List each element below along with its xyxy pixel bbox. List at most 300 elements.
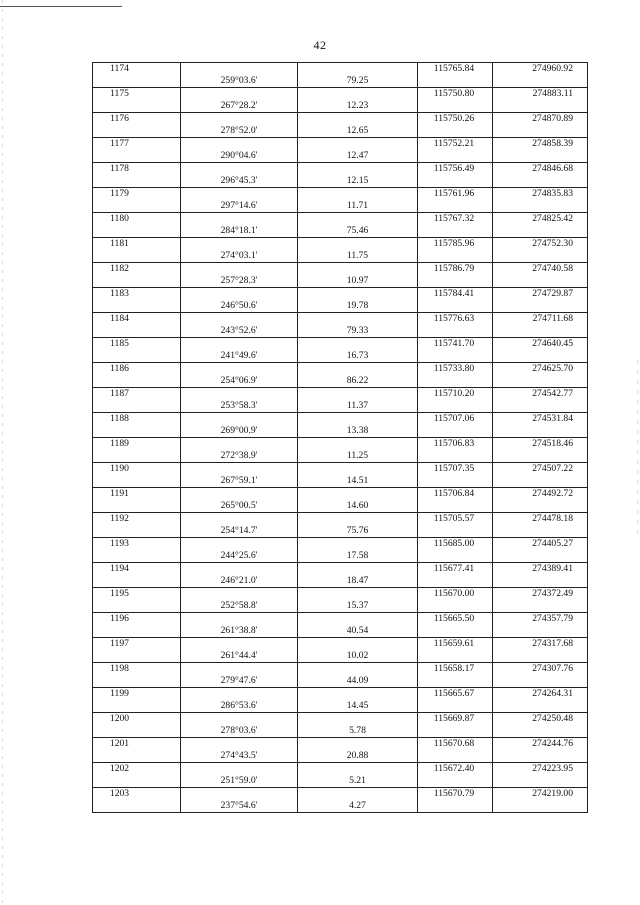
empty-cell [298, 288, 418, 301]
point-row [93, 713, 588, 726]
empty-cell [181, 363, 298, 376]
empty-cell [418, 375, 493, 388]
x-coordinate: 115733.80 [418, 363, 493, 376]
point-row [93, 488, 588, 501]
empty-cell [418, 525, 493, 538]
y-coordinate: 274825.42 [493, 213, 588, 226]
empty-cell [181, 338, 298, 351]
empty-cell [181, 463, 298, 476]
empty-cell [93, 125, 181, 138]
empty-cell [298, 513, 418, 526]
point-row [93, 313, 588, 326]
segment-length: 10.02 [298, 650, 418, 663]
x-coordinate: 115658.17 [418, 663, 493, 676]
empty-cell [493, 175, 588, 188]
segment-length: 79.25 [298, 75, 418, 88]
bearing-angle: 254°14.7' [181, 525, 298, 538]
y-coordinate: 274219.00 [493, 788, 588, 801]
x-coordinate: 115786.79 [418, 263, 493, 276]
empty-cell [418, 350, 493, 363]
point-number: 1198 [93, 663, 181, 676]
x-coordinate: 115752.21 [418, 138, 493, 151]
empty-cell [418, 725, 493, 738]
x-coordinate: 115670.79 [418, 788, 493, 801]
empty-cell [93, 75, 181, 88]
empty-cell [181, 588, 298, 601]
segment-row [93, 525, 588, 538]
empty-cell [418, 625, 493, 638]
segment-length: 18.47 [298, 575, 418, 588]
y-coordinate: 274870.89 [493, 113, 588, 126]
empty-cell [493, 800, 588, 813]
segment-row [93, 425, 588, 438]
point-number: 1179 [93, 188, 181, 201]
empty-cell [93, 525, 181, 538]
point-number: 1189 [93, 438, 181, 451]
x-coordinate: 115677.41 [418, 563, 493, 576]
coordinates-table [92, 62, 588, 813]
segment-length: 5.21 [298, 775, 418, 788]
segment-row [93, 775, 588, 788]
point-number: 1192 [93, 513, 181, 526]
point-number: 1174 [93, 63, 181, 76]
x-coordinate: 115669.87 [418, 713, 493, 726]
empty-cell [298, 338, 418, 351]
y-coordinate: 274858.39 [493, 138, 588, 151]
x-coordinate: 115765.84 [418, 63, 493, 76]
segment-row [93, 225, 588, 238]
empty-cell [418, 100, 493, 113]
empty-cell [93, 100, 181, 113]
y-coordinate: 274317.68 [493, 638, 588, 651]
point-row [93, 263, 588, 276]
point-row [93, 338, 588, 351]
empty-cell [298, 263, 418, 276]
bearing-angle: 278°03.6' [181, 725, 298, 738]
segment-row [93, 125, 588, 138]
empty-cell [298, 613, 418, 626]
bearing-angle: 274°43.5' [181, 750, 298, 763]
point-number: 1202 [93, 763, 181, 776]
bearing-angle: 254°06.9' [181, 375, 298, 388]
y-coordinate: 274740.58 [493, 263, 588, 276]
point-number: 1187 [93, 388, 181, 401]
empty-cell [93, 425, 181, 438]
empty-cell [93, 500, 181, 513]
empty-cell [181, 638, 298, 651]
segment-length: 5.78 [298, 725, 418, 738]
empty-cell [418, 575, 493, 588]
segment-row [93, 550, 588, 563]
y-coordinate: 274960.92 [493, 63, 588, 76]
empty-cell [493, 200, 588, 213]
x-coordinate: 115670.00 [418, 588, 493, 601]
empty-cell [298, 163, 418, 176]
empty-cell [298, 313, 418, 326]
empty-cell [493, 250, 588, 263]
empty-cell [418, 300, 493, 313]
empty-cell [418, 675, 493, 688]
empty-cell [181, 388, 298, 401]
empty-cell [493, 675, 588, 688]
empty-cell [298, 488, 418, 501]
empty-cell [181, 438, 298, 451]
empty-cell [93, 175, 181, 188]
y-coordinate: 274531.84 [493, 413, 588, 426]
empty-cell [93, 750, 181, 763]
segment-row [93, 475, 588, 488]
segment-length: 44.09 [298, 675, 418, 688]
point-number: 1203 [93, 788, 181, 801]
empty-cell [418, 250, 493, 263]
bearing-angle: 284°18.1' [181, 225, 298, 238]
point-row [93, 388, 588, 401]
empty-cell [181, 513, 298, 526]
empty-cell [93, 600, 181, 613]
empty-cell [181, 763, 298, 776]
empty-cell [93, 200, 181, 213]
bearing-angle: 297°14.6' [181, 200, 298, 213]
y-coordinate: 274244.76 [493, 738, 588, 751]
point-row [93, 788, 588, 801]
empty-cell [93, 700, 181, 713]
y-coordinate: 274507.22 [493, 463, 588, 476]
empty-cell [93, 350, 181, 363]
empty-cell [181, 663, 298, 676]
segment-row [93, 450, 588, 463]
segment-row [93, 575, 588, 588]
empty-cell [418, 775, 493, 788]
empty-cell [181, 613, 298, 626]
empty-cell [298, 413, 418, 426]
segment-length: 11.25 [298, 450, 418, 463]
segment-row [93, 700, 588, 713]
empty-cell [493, 600, 588, 613]
empty-cell [493, 425, 588, 438]
x-coordinate: 115741.70 [418, 338, 493, 351]
empty-cell [181, 413, 298, 426]
x-coordinate: 115670.68 [418, 738, 493, 751]
empty-cell [298, 713, 418, 726]
point-row [93, 513, 588, 526]
scan-edge-left [2, 0, 3, 905]
empty-cell [493, 375, 588, 388]
segment-length: 40.54 [298, 625, 418, 638]
segment-row [93, 150, 588, 163]
y-coordinate: 274640.45 [493, 338, 588, 351]
y-coordinate: 274357.79 [493, 613, 588, 626]
segment-length: 75.76 [298, 525, 418, 538]
empty-cell [181, 213, 298, 226]
page-number: 42 [313, 38, 327, 52]
y-coordinate: 274250.48 [493, 713, 588, 726]
segment-length: 16.73 [298, 350, 418, 363]
coordinates-table-body [93, 63, 588, 813]
bearing-angle: 265°00.5' [181, 500, 298, 513]
point-row [93, 688, 588, 701]
bearing-angle: 274°03.1' [181, 250, 298, 263]
empty-cell [181, 138, 298, 151]
empty-cell [93, 775, 181, 788]
point-number: 1199 [93, 688, 181, 701]
empty-cell [181, 488, 298, 501]
segment-length: 4.27 [298, 800, 418, 813]
segment-length: 79.33 [298, 325, 418, 338]
y-coordinate: 274752.30 [493, 238, 588, 251]
point-number: 1183 [93, 288, 181, 301]
empty-cell [181, 238, 298, 251]
bearing-angle: 296°45.3' [181, 175, 298, 188]
x-coordinate: 115784.41 [418, 288, 493, 301]
empty-cell [181, 263, 298, 276]
empty-cell [298, 363, 418, 376]
segment-length: 12.15 [298, 175, 418, 188]
x-coordinate: 115707.06 [418, 413, 493, 426]
empty-cell [493, 750, 588, 763]
y-coordinate: 274729.87 [493, 288, 588, 301]
segment-row [93, 500, 588, 513]
y-coordinate: 274223.95 [493, 763, 588, 776]
point-row [93, 413, 588, 426]
segment-row [93, 175, 588, 188]
bearing-angle: 279°47.6' [181, 675, 298, 688]
x-coordinate: 115710.20 [418, 388, 493, 401]
point-number: 1188 [93, 413, 181, 426]
point-row [93, 238, 588, 251]
x-coordinate: 115659.61 [418, 638, 493, 651]
empty-cell [418, 75, 493, 88]
empty-cell [418, 425, 493, 438]
point-number: 1186 [93, 363, 181, 376]
empty-cell [181, 788, 298, 801]
segment-length: 15.37 [298, 600, 418, 613]
empty-cell [93, 400, 181, 413]
y-coordinate: 274542.77 [493, 388, 588, 401]
bearing-angle: 261°44.4' [181, 650, 298, 663]
empty-cell [418, 200, 493, 213]
empty-cell [181, 738, 298, 751]
point-number: 1201 [93, 738, 181, 751]
bearing-angle: 252°58.8' [181, 600, 298, 613]
empty-cell [418, 500, 493, 513]
point-row [93, 163, 588, 176]
segment-length: 14.60 [298, 500, 418, 513]
empty-cell [298, 213, 418, 226]
bearing-angle: 259°03.6' [181, 75, 298, 88]
point-row [93, 138, 588, 151]
segment-length: 11.71 [298, 200, 418, 213]
point-number: 1177 [93, 138, 181, 151]
empty-cell [418, 175, 493, 188]
bearing-angle: 278°52.0' [181, 125, 298, 138]
point-number: 1176 [93, 113, 181, 126]
empty-cell [418, 600, 493, 613]
point-number: 1175 [93, 88, 181, 101]
bearing-angle: 272°38.9' [181, 450, 298, 463]
bearing-angle: 241°49.6' [181, 350, 298, 363]
empty-cell [93, 225, 181, 238]
empty-cell [418, 750, 493, 763]
empty-cell [298, 638, 418, 651]
x-coordinate: 115705.57 [418, 513, 493, 526]
x-coordinate: 115761.96 [418, 188, 493, 201]
point-row [93, 738, 588, 751]
empty-cell [493, 75, 588, 88]
x-coordinate: 115785.96 [418, 238, 493, 251]
empty-cell [298, 663, 418, 676]
segment-row [93, 100, 588, 113]
empty-cell [298, 238, 418, 251]
empty-cell [298, 688, 418, 701]
y-coordinate: 274307.76 [493, 663, 588, 676]
empty-cell [298, 738, 418, 751]
segment-row [93, 75, 588, 88]
x-coordinate: 115685.00 [418, 538, 493, 551]
empty-cell [418, 275, 493, 288]
empty-cell [93, 800, 181, 813]
segment-row [93, 675, 588, 688]
empty-cell [418, 325, 493, 338]
empty-cell [181, 188, 298, 201]
x-coordinate: 115767.32 [418, 213, 493, 226]
empty-cell [181, 563, 298, 576]
empty-cell [93, 250, 181, 263]
point-row [93, 613, 588, 626]
segment-length: 14.45 [298, 700, 418, 713]
bearing-angle: 261°38.8' [181, 625, 298, 638]
empty-cell [418, 125, 493, 138]
empty-cell [493, 275, 588, 288]
empty-cell [298, 388, 418, 401]
segment-row [93, 200, 588, 213]
empty-cell [181, 713, 298, 726]
segment-length: 14.51 [298, 475, 418, 488]
segment-length: 12.47 [298, 150, 418, 163]
point-row [93, 663, 588, 676]
empty-cell [493, 325, 588, 338]
empty-cell [298, 588, 418, 601]
y-coordinate: 274625.70 [493, 363, 588, 376]
point-number: 1181 [93, 238, 181, 251]
empty-cell [418, 650, 493, 663]
empty-cell [93, 675, 181, 688]
empty-cell [93, 550, 181, 563]
empty-cell [93, 150, 181, 163]
empty-cell [298, 763, 418, 776]
empty-cell [93, 275, 181, 288]
segment-row [93, 325, 588, 338]
bearing-angle: 246°21.0' [181, 575, 298, 588]
point-number: 1194 [93, 563, 181, 576]
empty-cell [93, 650, 181, 663]
y-coordinate: 274264.31 [493, 688, 588, 701]
point-row [93, 588, 588, 601]
empty-cell [298, 138, 418, 151]
point-number: 1184 [93, 313, 181, 326]
segment-row [93, 600, 588, 613]
segment-length: 13.38 [298, 425, 418, 438]
bearing-angle: 290°04.6' [181, 150, 298, 163]
segment-row [93, 375, 588, 388]
point-number: 1195 [93, 588, 181, 601]
empty-cell [418, 475, 493, 488]
point-number: 1180 [93, 213, 181, 226]
empty-cell [93, 475, 181, 488]
y-coordinate: 274518.46 [493, 438, 588, 451]
point-row [93, 563, 588, 576]
bearing-angle: 257°28.3' [181, 275, 298, 288]
x-coordinate: 115706.84 [418, 488, 493, 501]
scan-edge-right [637, 360, 638, 540]
point-row [93, 363, 588, 376]
empty-cell [493, 450, 588, 463]
empty-cell [181, 163, 298, 176]
empty-cell [493, 775, 588, 788]
empty-cell [418, 400, 493, 413]
empty-cell [181, 538, 298, 551]
y-coordinate: 274846.68 [493, 163, 588, 176]
bearing-angle: 286°53.6' [181, 700, 298, 713]
bearing-angle: 253°58.3' [181, 400, 298, 413]
y-coordinate: 274835.83 [493, 188, 588, 201]
empty-cell [493, 550, 588, 563]
empty-cell [181, 313, 298, 326]
segment-row [93, 350, 588, 363]
x-coordinate: 115672.40 [418, 763, 493, 776]
bearing-angle: 246°50.6' [181, 300, 298, 313]
empty-cell [93, 625, 181, 638]
empty-cell [181, 88, 298, 101]
point-row [93, 63, 588, 76]
segment-row [93, 625, 588, 638]
y-coordinate: 274883.11 [493, 88, 588, 101]
segment-length: 12.23 [298, 100, 418, 113]
y-coordinate: 274389.41 [493, 563, 588, 576]
point-row [93, 88, 588, 101]
empty-cell [493, 525, 588, 538]
segment-row [93, 300, 588, 313]
point-number: 1193 [93, 538, 181, 551]
empty-cell [418, 700, 493, 713]
point-row [93, 113, 588, 126]
x-coordinate: 115707.35 [418, 463, 493, 476]
x-coordinate: 115750.80 [418, 88, 493, 101]
y-coordinate: 274492.72 [493, 488, 588, 501]
point-row [93, 763, 588, 776]
point-row [93, 288, 588, 301]
segment-length: 86.22 [298, 375, 418, 388]
empty-cell [93, 300, 181, 313]
empty-cell [298, 788, 418, 801]
empty-cell [298, 188, 418, 201]
empty-cell [418, 450, 493, 463]
bearing-angle: 251°59.0' [181, 775, 298, 788]
segment-row [93, 725, 588, 738]
empty-cell [298, 538, 418, 551]
empty-cell [493, 100, 588, 113]
bearing-angle: 267°59.1' [181, 475, 298, 488]
y-coordinate: 274478.18 [493, 513, 588, 526]
x-coordinate: 115776.63 [418, 313, 493, 326]
empty-cell [493, 650, 588, 663]
point-number: 1178 [93, 163, 181, 176]
empty-cell [493, 700, 588, 713]
point-number: 1190 [93, 463, 181, 476]
point-row [93, 638, 588, 651]
empty-cell [493, 350, 588, 363]
segment-row [93, 650, 588, 663]
empty-cell [93, 375, 181, 388]
